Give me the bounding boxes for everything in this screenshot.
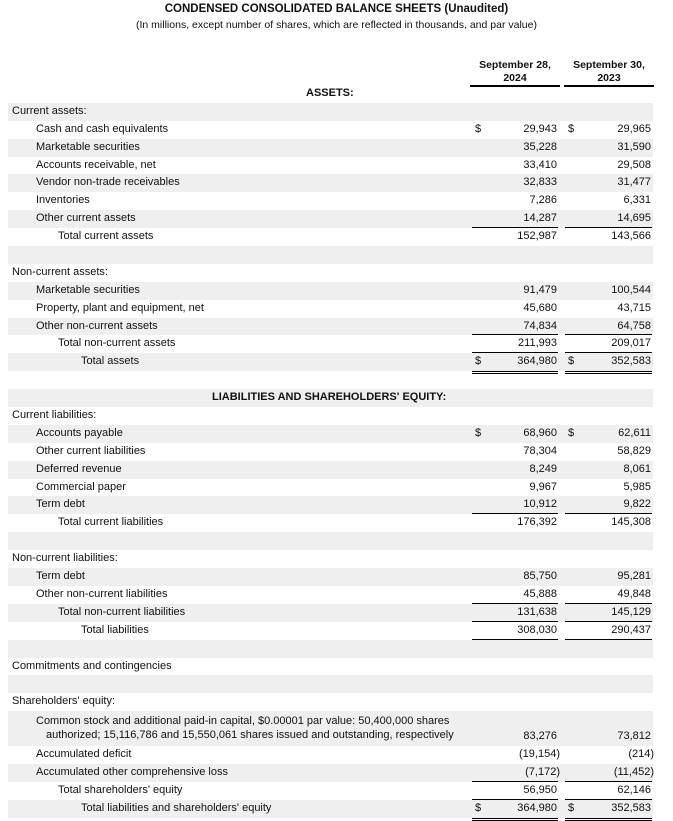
row-label: Other current liabilities bbox=[36, 444, 146, 457]
currency-symbol: $ bbox=[475, 801, 482, 814]
currency-symbol: $ bbox=[475, 122, 482, 135]
value-2024: 35,228 bbox=[523, 140, 557, 153]
value-2023: 58,829 bbox=[617, 444, 651, 457]
table-row bbox=[8, 121, 653, 139]
value-2024: 45,888 bbox=[523, 587, 557, 600]
double-underline bbox=[472, 818, 558, 821]
row-label: Total non-current liabilities bbox=[58, 605, 186, 618]
current-assets-label: Current assets: bbox=[12, 104, 87, 117]
column-header-2023-line1: September 30, bbox=[573, 59, 645, 71]
table-row bbox=[8, 282, 653, 300]
total-row bbox=[8, 604, 653, 622]
table-row bbox=[8, 461, 653, 479]
table-row bbox=[8, 425, 653, 443]
value-2023: 352,583 bbox=[611, 801, 651, 814]
table-row bbox=[8, 764, 653, 782]
value-2023: 64,758 bbox=[617, 319, 651, 332]
blank-row bbox=[8, 675, 653, 693]
liabilities-heading: LIABILITIES AND SHAREHOLDERS' EQUITY: bbox=[212, 391, 447, 404]
table-row bbox=[8, 157, 653, 175]
row-label-line2: authorized; 15,116,786 and 15,550,061 shares issued and outstanding, respectively bbox=[46, 729, 454, 742]
section-label-row bbox=[8, 658, 653, 676]
value-2023: (11,452) bbox=[613, 766, 654, 779]
row-label: Term debt bbox=[36, 570, 85, 583]
value-2024: 83,276 bbox=[523, 730, 557, 743]
value-2024: 364,980 bbox=[517, 355, 557, 368]
noncurrent-liabilities-label: Non-current liabilities: bbox=[12, 552, 118, 565]
section-label-row bbox=[8, 103, 653, 121]
value-2023: 9,822 bbox=[623, 498, 651, 511]
row-label: Term debt bbox=[36, 498, 85, 511]
row-label: Total current liabilities bbox=[58, 516, 164, 529]
value-2023: 8,061 bbox=[623, 462, 651, 475]
value-2023: 143,566 bbox=[611, 230, 651, 243]
row-label: Total liabilities and shareholders' equity bbox=[81, 801, 272, 814]
table-row bbox=[8, 568, 653, 586]
value-2023: 31,590 bbox=[617, 140, 651, 153]
value-2023: 145,308 bbox=[611, 516, 651, 529]
total-row bbox=[8, 228, 653, 246]
commitments-label: Commitments and contingencies bbox=[12, 659, 172, 672]
value-2024: 78,304 bbox=[523, 444, 557, 457]
table-row bbox=[8, 711, 653, 746]
row-label: Inventories bbox=[36, 194, 90, 207]
value-2023: 31,477 bbox=[617, 176, 651, 189]
value-2023: 209,017 bbox=[611, 337, 651, 350]
value-2024: 308,030 bbox=[517, 623, 557, 636]
row-label: Total shareholders' equity bbox=[58, 783, 183, 796]
value-2024: (7,172) bbox=[525, 766, 560, 779]
value-2023: 290,437 bbox=[611, 623, 651, 636]
double-underline bbox=[565, 818, 652, 821]
total-row bbox=[8, 514, 653, 532]
noncurrent-assets-label: Non-current assets: bbox=[12, 265, 108, 278]
table-row bbox=[8, 210, 653, 228]
row-label: Marketable securities bbox=[36, 140, 140, 153]
value-2023: 62,146 bbox=[617, 783, 651, 796]
value-2023: 49,848 bbox=[617, 587, 651, 600]
assets-heading-row bbox=[8, 85, 653, 103]
row-label: Other current assets bbox=[36, 212, 136, 225]
row-label: Accounts payable bbox=[36, 426, 123, 439]
value-2024: 152,987 bbox=[517, 230, 557, 243]
row-label: Total current assets bbox=[58, 230, 154, 243]
value-2024: 176,392 bbox=[517, 516, 557, 529]
value-2024: 10,912 bbox=[523, 498, 557, 511]
total-row bbox=[8, 622, 653, 640]
value-2023: 62,611 bbox=[618, 426, 651, 439]
column-header-2023 bbox=[564, 59, 654, 87]
value-2023: 100,544 bbox=[611, 283, 651, 296]
column-header-2023-line2: 2023 bbox=[564, 72, 654, 87]
currency-symbol: $ bbox=[568, 355, 575, 368]
value-2024: 91,479 bbox=[523, 283, 557, 296]
value-2024: 9,967 bbox=[529, 480, 557, 493]
value-2023: (214) bbox=[628, 748, 654, 761]
total-row bbox=[8, 335, 653, 353]
value-2023: 95,281 bbox=[617, 570, 651, 583]
row-label: Accumulated other comprehensive loss bbox=[36, 766, 228, 779]
value-2024: 56,950 bbox=[523, 783, 557, 796]
row-label-line1: Common stock and additional paid-in capital, $0.00001 par value: 50,400,000 shares bbox=[36, 715, 450, 728]
row-label: Cash and cash equivalents bbox=[36, 122, 169, 135]
grand-total-row bbox=[8, 353, 653, 371]
table-row bbox=[8, 496, 653, 514]
row-label: Vendor non-trade receivables bbox=[36, 176, 180, 189]
row-label: Total non-current assets bbox=[58, 337, 176, 350]
assets-heading: ASSETS: bbox=[306, 87, 354, 99]
section-label-row bbox=[8, 550, 653, 568]
liabilities-heading-row bbox=[8, 389, 653, 407]
currency-symbol: $ bbox=[568, 426, 575, 439]
table-row bbox=[8, 586, 653, 604]
column-header-2024 bbox=[470, 59, 560, 87]
value-2023: 29,965 bbox=[617, 122, 651, 135]
value-2023: 6,331 bbox=[623, 194, 651, 207]
current-liabilities-label: Current liabilities: bbox=[12, 409, 97, 422]
row-label: Other non-current assets bbox=[36, 319, 158, 332]
blank-row bbox=[8, 640, 653, 658]
row-label: Property, plant and equipment, net bbox=[36, 301, 204, 314]
row-label bbox=[36, 714, 454, 742]
section-label-row bbox=[8, 407, 653, 425]
column-header-2024-line1: September 28, bbox=[479, 59, 551, 71]
section-label-row bbox=[8, 264, 653, 282]
table-row bbox=[8, 746, 653, 764]
row-label: Commercial paper bbox=[36, 480, 126, 493]
table-row bbox=[8, 318, 653, 336]
currency-symbol: $ bbox=[475, 355, 482, 368]
table-row bbox=[8, 443, 653, 461]
balance-sheet-table bbox=[8, 85, 653, 818]
value-2023: 29,508 bbox=[617, 158, 651, 171]
value-2023: 43,715 bbox=[617, 301, 651, 314]
value-2024: 211,993 bbox=[518, 337, 557, 350]
row-label: Accounts receivable, net bbox=[36, 158, 156, 171]
value-2024: 14,287 bbox=[523, 212, 557, 225]
value-2023: 14,695 bbox=[617, 212, 651, 225]
value-2024: 32,833 bbox=[523, 176, 557, 189]
row-label: Deferred revenue bbox=[36, 462, 122, 475]
value-2023: 5,985 bbox=[623, 480, 651, 493]
table-row bbox=[8, 479, 653, 497]
row-label: Total liabilities bbox=[81, 623, 149, 636]
table-row bbox=[8, 192, 653, 210]
table-row bbox=[8, 174, 653, 192]
table-row bbox=[8, 139, 653, 157]
value-2024: 74,834 bbox=[523, 319, 557, 332]
blank-row bbox=[8, 532, 653, 550]
currency-symbol: $ bbox=[475, 426, 482, 439]
table-row bbox=[8, 300, 653, 318]
value-2024: 85,750 bbox=[523, 570, 557, 583]
row-label: Total assets bbox=[81, 355, 140, 368]
row-label: Accumulated deficit bbox=[36, 748, 132, 761]
total-row bbox=[8, 782, 653, 800]
value-2024: 29,943 bbox=[523, 122, 557, 135]
value-2024: 33,410 bbox=[523, 158, 557, 171]
currency-symbol: $ bbox=[568, 801, 575, 814]
value-2024: 8,249 bbox=[529, 462, 557, 475]
equity-label: Shareholders' equity: bbox=[12, 695, 115, 708]
page-title: CONDENSED CONSOLIDATED BALANCE SHEETS (Unaudited) bbox=[164, 3, 509, 15]
value-2023: 352,583 bbox=[611, 355, 651, 368]
value-2023: 73,812 bbox=[617, 730, 651, 743]
value-2023: 145,129 bbox=[611, 605, 651, 618]
blank-row bbox=[8, 246, 653, 264]
value-2024: 131,638 bbox=[517, 605, 557, 618]
value-2024: 7,286 bbox=[529, 194, 557, 207]
section-label-row bbox=[8, 693, 653, 711]
grand-total-row bbox=[8, 800, 653, 818]
blank-row bbox=[8, 371, 653, 389]
value-2024: 45,680 bbox=[523, 301, 557, 314]
value-2024: 364,980 bbox=[517, 801, 557, 814]
value-2024: 68,960 bbox=[523, 426, 557, 439]
row-label: Marketable securities bbox=[36, 283, 140, 296]
column-header-2024-line2: 2024 bbox=[470, 72, 560, 87]
row-label: Other non-current liabilities bbox=[36, 587, 168, 600]
value-2024: (19,154) bbox=[519, 748, 560, 761]
currency-symbol: $ bbox=[568, 122, 575, 135]
page-subtitle: (In millions, except number of shares, which are reflected in thousands, and par value) bbox=[136, 19, 537, 31]
